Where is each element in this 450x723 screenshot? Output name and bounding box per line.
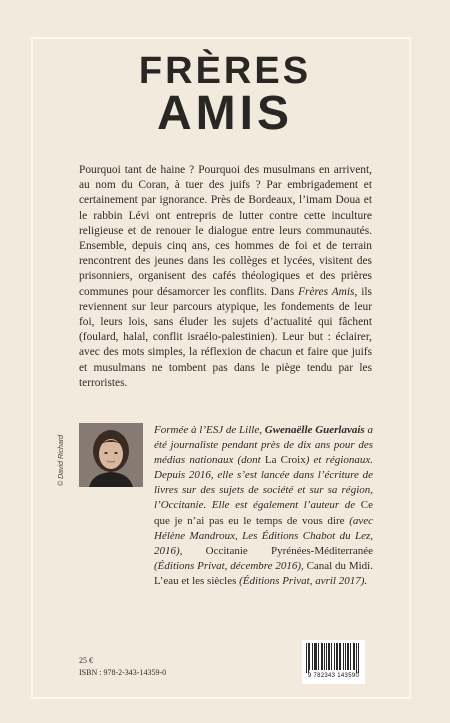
bio-part-1: Formée à l’ESJ de Lille,: [154, 424, 265, 436]
title-line-2: AMIS: [157, 87, 293, 140]
bio-part-3: La Croix: [264, 454, 306, 467]
barcode-digits: 9 782343 143590: [307, 673, 360, 679]
photo-credit: © David Richard: [58, 434, 65, 486]
synopsis-part-2: , ils reviennent sur leur parcours atypique, les fondements de leur foi, leurs lois, sans éluder les sujets d’actualité qui fâchent (foulard, halal, conflit israélo-palestinien). Leur but : éclairer, avec des mots simples, la réflexion de chacun et faire que juifs et musulmans ne tombent pas dans le piège tendu par les terroristes.: [79, 285, 372, 389]
barcode: [302, 640, 365, 684]
synopsis-book-title: Frères Amis: [298, 285, 355, 298]
bio-part-10: (Éditions Privat, avril 2017).: [236, 574, 368, 587]
price: 25 €: [79, 656, 93, 665]
bio-book-1: Ce que je n’ai pas eu le temps de vous dire: [154, 499, 373, 527]
bio-part-2: a été journaliste pendant près de dix ans pour des médias nationaux (dont: [154, 424, 373, 467]
bio-part-4: ) et régionaux. Depuis 2016, elle s’est lancée dans l’écriture de livres sur des sujets de société et sur sa région, l’Occitanie. Elle est également l’auteur de: [154, 454, 373, 512]
synopsis-part-1: Pourquoi tant de haine ? Pourquoi des musulmans en arrivent, au nom du Coran, à tuer des juifs ? Par embrigadement et certainement par ignorance. Près de Bordeaux, l’imam Doua et le rabbin Lévi ont entrepris de lutter contre cette inculture religieuse et de renouer le dialogue entre leurs communautés. Ensemble, depuis cinq ans, ces hommes de foi et de terrain rencontrent des jeunes dans les collèges et lycées, visitent des prisonniers, organisent des cafés théologiques et des prières communes pour désamorcer les conflits. Dans: [79, 164, 372, 298]
author-photo: [79, 423, 143, 487]
bio-book-3: Canal du Midi. L’eau et les siècles: [154, 559, 373, 587]
bio-part-6: (avec Hélène Mandroux, Les Éditions Chabot du Lez, 2016),: [154, 514, 373, 557]
barcode-bars: [306, 643, 361, 673]
author-name: Gwenaëlle Guerlavais: [264, 424, 365, 436]
title-line-1: FRÈRES: [138, 50, 312, 92]
isbn: ISBN : 978-2-343-14359-0: [79, 668, 167, 677]
bio-book-2: Occitanie Pyrénées-Méditerranée: [205, 544, 373, 557]
synopsis-text: [79, 163, 372, 391]
bio-part-8: (Éditions Privat, décembre 2016),: [154, 559, 307, 572]
author-bio: [154, 423, 373, 589]
